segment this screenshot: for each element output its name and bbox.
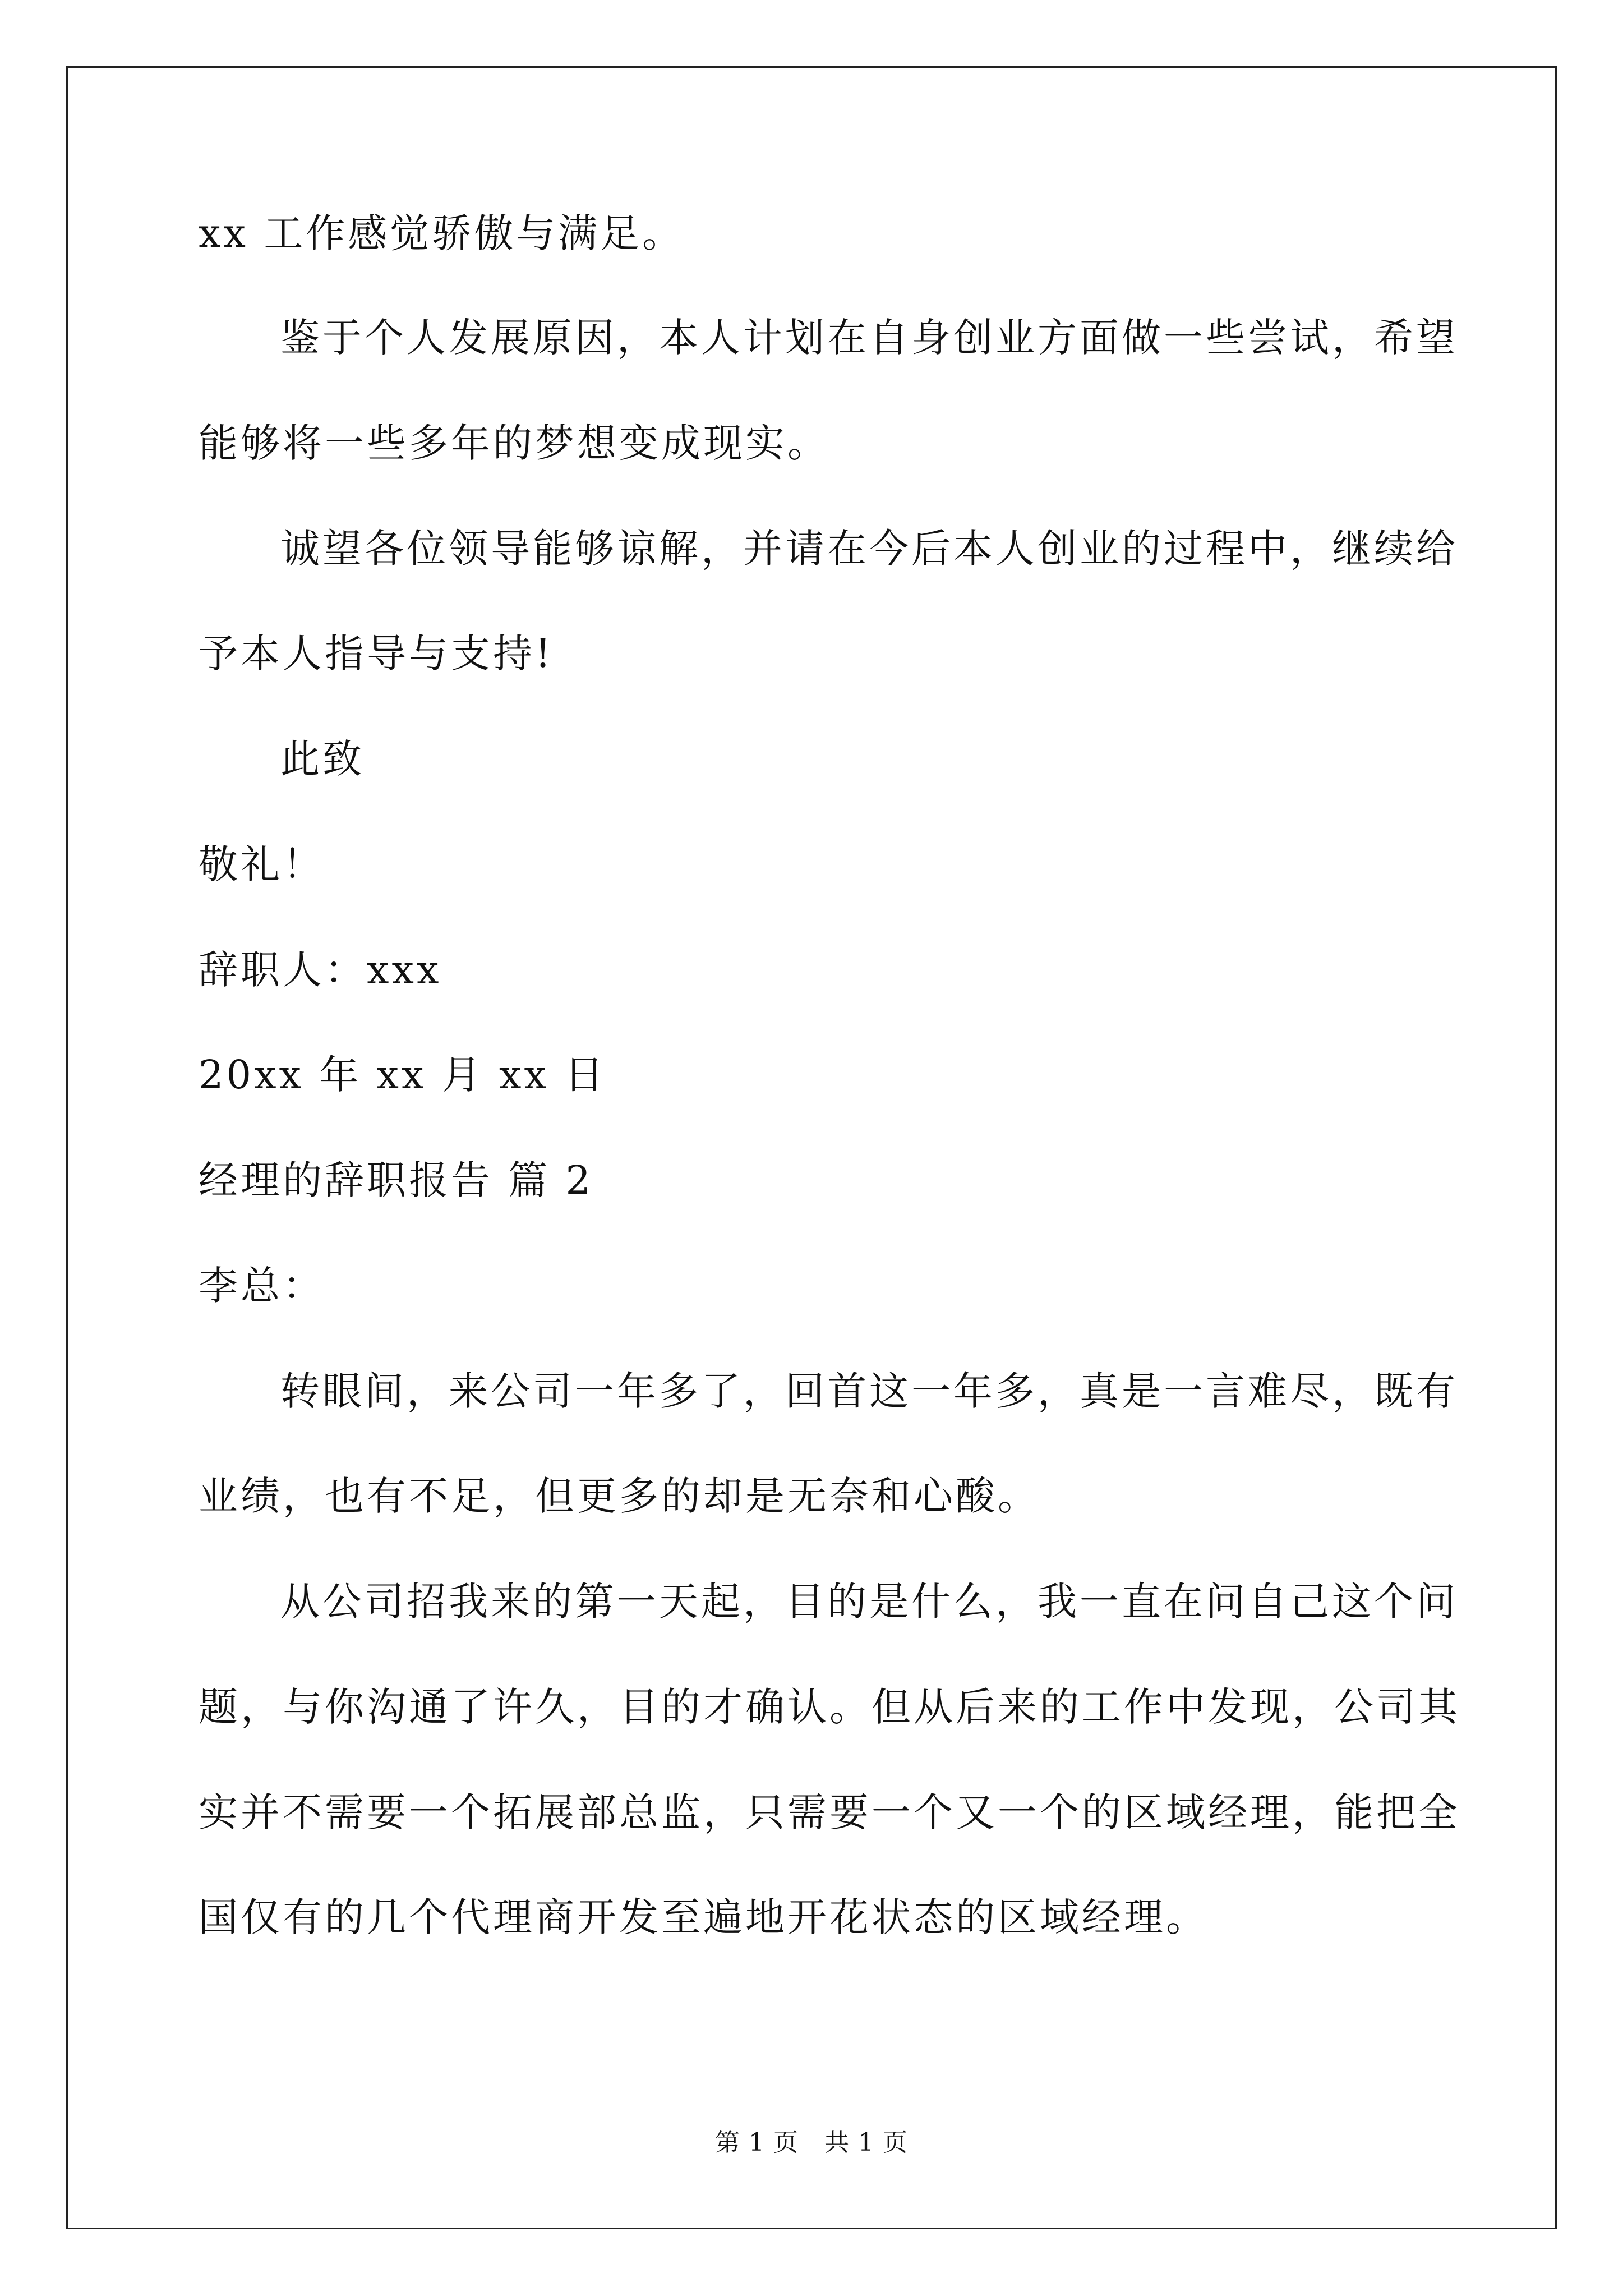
paragraph-line: 实并不需要一个拓展部总监，只需要一个又一个的区域经理，能把全: [199, 1789, 1460, 1835]
closing-salutation: 此致: [280, 736, 365, 782]
paragraph-line: 鉴于个人发展原因，本人计划在自身创业方面做一些尝试，希望: [280, 315, 1458, 361]
paragraph-line: 予本人指导与支持!: [199, 631, 554, 677]
paragraph-line: 从公司招我来的第一天起，目的是什么，我一直在问自己这个问: [280, 1579, 1458, 1625]
paragraph-line: 题，与你沟通了许久，目的才确认。但从后来的工作中发现，公司其: [199, 1684, 1460, 1730]
recipient-line: 李总：: [199, 1263, 325, 1309]
paragraph-line: 转眼间，来公司一年多了，回首这一年多，真是一言难尽，既有: [280, 1368, 1458, 1414]
paragraph-line: 能够将一些多年的梦想变成现实。: [199, 420, 829, 466]
page-footer: [0, 2126, 1623, 2160]
paragraph-line: 国仅有的几个代理商开发至遍地开花状态的区域经理。: [199, 1894, 1208, 1940]
page-total: 共 1 页: [824, 2128, 908, 2157]
closing-regards: 敬礼！: [199, 841, 325, 887]
paragraph-line: 业绩，也有不足，但更多的却是无奈和心酸。: [199, 1473, 1040, 1519]
signature-line: 辞职人：xxx: [199, 947, 442, 993]
page-number: 第 1 页: [715, 2128, 799, 2157]
paragraph-line: xx 工作感觉骄傲与满足。: [199, 210, 685, 256]
date-line: 20xx 年 xx 月 xx 日: [199, 1052, 607, 1098]
paragraph-line: 诚望各位领导能够谅解，并请在今后本人创业的过程中，继续给: [280, 526, 1458, 572]
section-heading: 经理的辞职报告 篇 2: [199, 1157, 594, 1203]
